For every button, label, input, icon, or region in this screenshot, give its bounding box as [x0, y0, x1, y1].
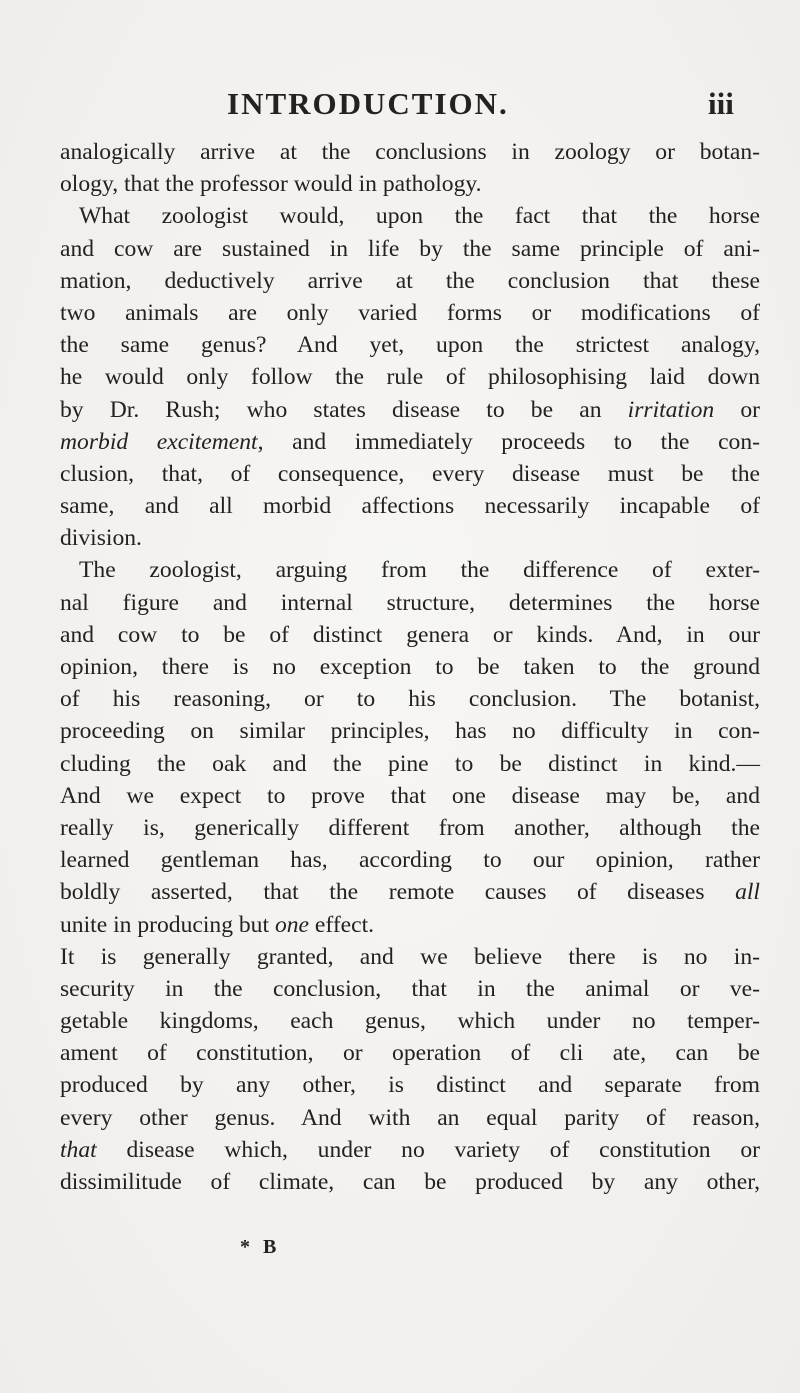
text-line: security in the conclusion, that in the animal or ve- [60, 975, 760, 1002]
text-line: unite in producing but one effect. [60, 911, 375, 938]
text-line: analogically arrive at the conclusions in zoology or botan- [60, 139, 760, 165]
text-line: proceeding on similar principles, has no difficulty in con- [60, 718, 760, 745]
text-line: same, and all morbid affections necessarily incapable of [60, 493, 760, 520]
text-line: learned gentleman has, according to our opinion, rather [60, 847, 760, 874]
text-line: It is generally granted, and we believe there is no in- [60, 943, 760, 970]
body-text [60, 136, 760, 1198]
text-line: and cow are sustained in life by the same principle of ani- [60, 235, 760, 262]
page-header [0, 86, 800, 126]
text-line: mation, deductively arrive at the conclusion that these [60, 267, 760, 294]
text-line: And we expect to prove that one disease may be, and [60, 782, 760, 809]
text-line: ology, that the professor would in pathology. [60, 171, 482, 198]
text-line: that disease which, under no variety of constitution or [60, 1136, 760, 1163]
text-line: division. [60, 525, 142, 552]
text-line: What zoologist would, upon the fact that the horse [79, 203, 760, 230]
text-line: ament of constitution, or operation of cli ate, can be [60, 1040, 760, 1067]
text-line: every other genus. And with an equal parity of reason, [60, 1104, 760, 1131]
text-line: of his reasoning, or to his conclusion. The botanist, [60, 686, 760, 713]
text-line: really is, generically different from another, although the [60, 814, 760, 841]
text-line: and cow to be of distinct genera or kinds. And, in our [60, 621, 760, 648]
text-line: the same genus? And yet, upon the strictest analogy, [60, 332, 760, 359]
text-line: produced by any other, is distinct and separate from [60, 1072, 760, 1099]
text-line: The zoologist, arguing from the difference of exter- [79, 557, 760, 584]
page-footer [0, 1236, 800, 1266]
text-line: he would only follow the rule of philosophising laid down [60, 364, 760, 391]
page-number: iii [708, 86, 734, 121]
running-head: INTRODUCTION. [227, 86, 509, 121]
text-line: boldly asserted, that the remote causes of diseases all [60, 879, 760, 906]
text-line: two animals are only varied forms or modifications of [60, 299, 760, 326]
text-line: dissimilitude of climate, can be produced by any other, [60, 1169, 760, 1195]
text-line: nal figure and internal structure, determines the horse [60, 589, 760, 616]
signature-mark: * B [240, 1236, 281, 1258]
text-line: by Dr. Rush; who states disease to be an irritation or [60, 396, 760, 423]
text-line: getable kingdoms, each genus, which under no temper- [60, 1008, 760, 1035]
text-line: opinion, there is no exception to be taken to the ground [60, 654, 760, 680]
text-line: clusion, that, of consequence, every disease must be the [60, 460, 760, 487]
text-line: morbid excitement, and immediately proceeds to the con- [60, 428, 760, 455]
text-line: cluding the oak and the pine to be distinct in kind.— [60, 750, 760, 777]
